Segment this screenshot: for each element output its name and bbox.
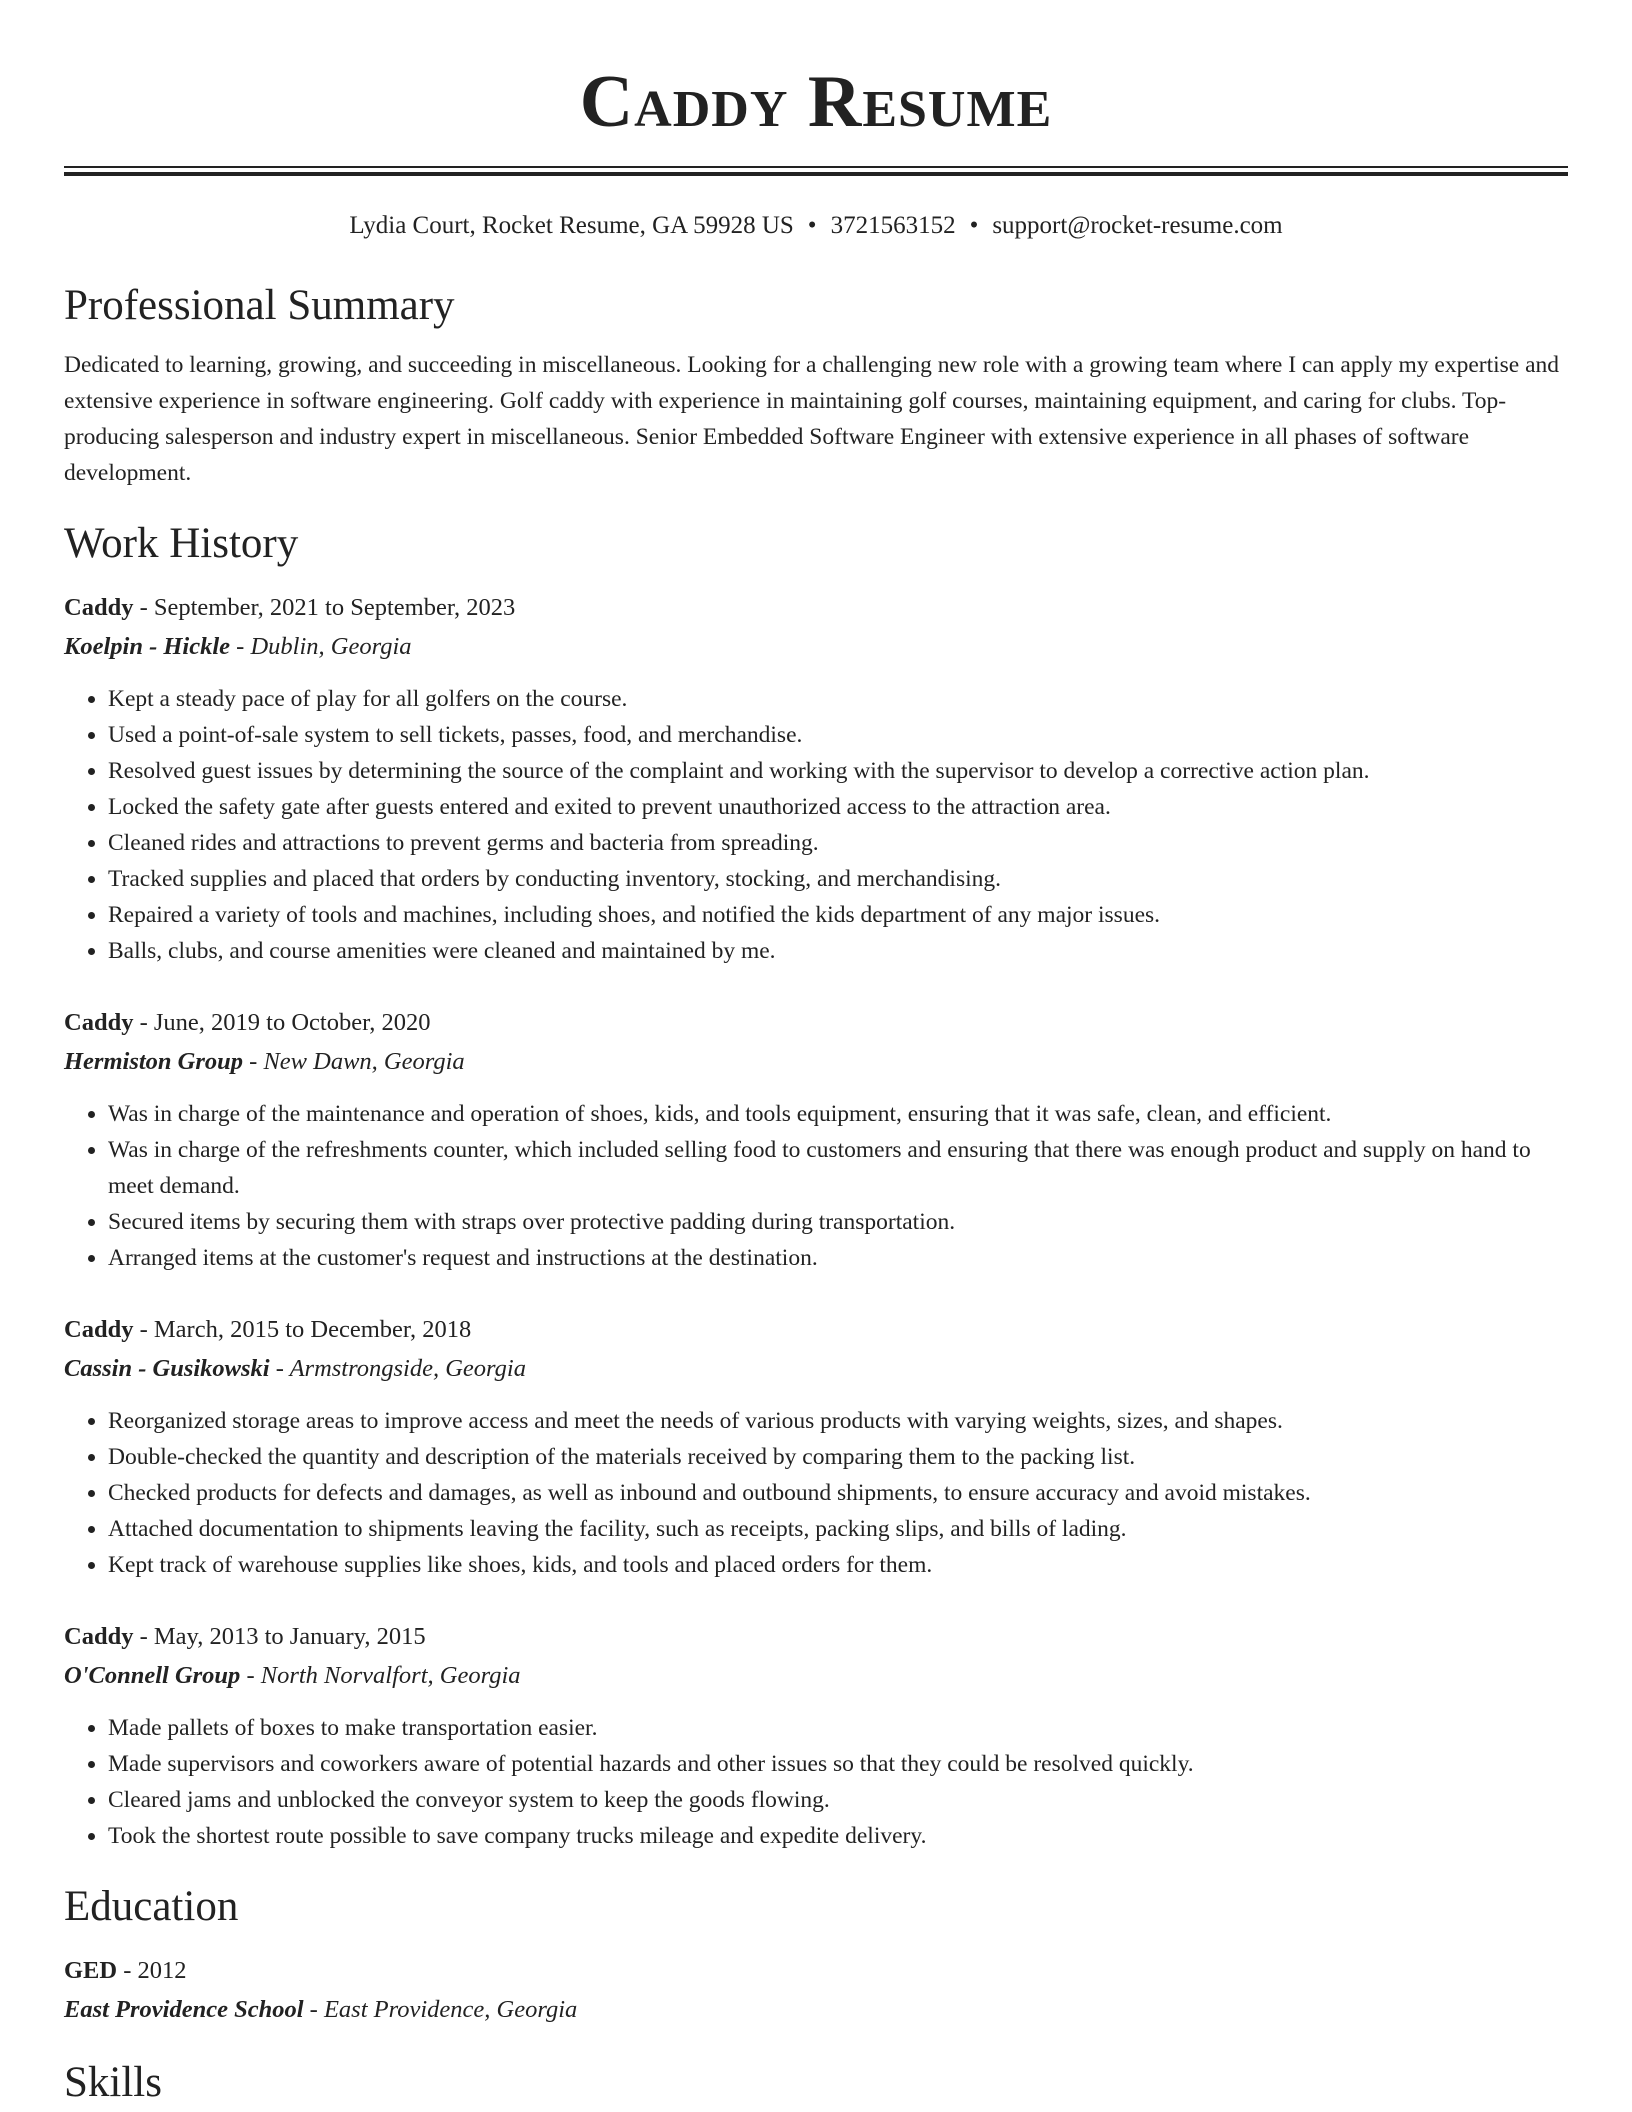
contact-email: support@rocket-resume.com [992,212,1283,239]
job-title: Caddy [64,1009,134,1036]
job-company-line: O'Connell Group - North Norvalfort, Georgia [64,1662,521,1689]
job-title: Caddy [64,1623,134,1650]
job-bullet: • Reorganized storage areas to improve access and meet the needs of various products with varying weights, sizes, and shapes. [108,1403,1568,1439]
title-double-rule [64,166,1568,176]
job-bullet: • Kept track of warehouse supplies like shoes, kids, and tools and placed orders for them. [108,1547,1568,1583]
work-history-list [64,588,1568,1854]
job-bullet: • Repaired a variety of tools and machines, including shoes, and notified the kids department of any major issues. [108,897,1568,933]
job-title-line: Caddy - June, 2019 to October, 2020 [64,1009,431,1036]
job-location: New Dawn, Georgia [263,1048,465,1075]
job-title: Caddy [64,594,134,621]
job-bullet: • Made pallets of boxes to make transportation easier. [108,1710,1568,1746]
education-school-line: East Providence School - East Providence, Georgia [64,1996,578,2023]
job-bullet: • Arranged items at the customer's request and instructions at the destination. [108,1240,1568,1276]
skills-heading: Skills [64,2059,162,2106]
contact-address: Lydia Court, Rocket Resume, GA 59928 US [349,212,794,239]
job-bullet: • Kept a steady pace of play for all golfers on the course. [108,681,1568,717]
education-degree: GED [64,1957,118,1984]
contact-line [64,210,1568,242]
job-bullet: • Double-checked the quantity and description of the materials received by comparing them to the packing list. [108,1439,1568,1475]
job-dates: September, 2021 to September, 2023 [153,594,516,621]
job-bullet: • Attached documentation to shipments leaving the facility, such as receipts, packing slips, and bills of lading. [108,1511,1568,1547]
job-entry [64,1003,1568,1276]
job-title-line: Caddy - May, 2013 to January, 2015 [64,1623,426,1650]
job-bullet: • Used a point-of-sale system to sell tickets, passes, food, and merchandise. [108,717,1568,753]
education-location: East Providence, Georgia [323,1996,578,2023]
job-title: Caddy [64,1316,134,1343]
contact-separator: • [807,212,817,239]
job-bullet-list [64,1403,1568,1583]
job-bullet: • Locked the safety gate after guests entered and exited to prevent unauthorized access to the attraction area. [108,789,1568,825]
job-dates: June, 2019 to October, 2020 [153,1009,431,1036]
job-bullet: • Was in charge of the maintenance and operation of shoes, kids, and tools equipment, ensuring that it was safe, clean, and efficient. [108,1096,1568,1132]
education-year: 2012 [137,1957,187,1984]
summary-text: Dedicated to learning, growing, and succeeding in miscellaneous. Looking for a challenging new role with a growing team where I can apply my expertise and extensive experience in software engineering. Golf caddy with experience in maintaining golf courses, maintaining equipment, and caring for clubs. Top-producing salesperson and industry expert in miscellaneous. Senior Embedded Software Engineer with extensive experience in all phases of software development. [64,352,1560,486]
job-company: Cassin - Gusikowski [64,1355,270,1382]
job-bullet: • Checked products for defects and damages, as well as inbound and outbound shipments, to ensure accuracy and avoid mistakes. [108,1475,1568,1511]
job-bullet: • Resolved guest issues by determining the source of the complaint and working with the supervisor to develop a corrective action plan. [108,753,1568,789]
job-bullet: • Tracked supplies and placed that orders by conducting inventory, stocking, and merchandising. [108,861,1568,897]
job-company-line: Hermiston Group - New Dawn, Georgia [64,1048,465,1075]
job-dates: March, 2015 to December, 2018 [153,1316,472,1343]
job-entry [64,1617,1568,1854]
job-bullet: • Cleaned rides and attractions to prevent germs and bacteria from spreading. [108,825,1568,861]
job-entry [64,588,1568,969]
job-bullet-list [64,1710,1568,1854]
job-company: O'Connell Group [64,1662,241,1689]
job-title-line: Caddy - March, 2015 to December, 2018 [64,1316,472,1343]
job-bullet: • Cleared jams and unblocked the conveyor system to keep the goods flowing. [108,1782,1568,1818]
education-school: East Providence School [64,1996,304,2023]
job-bullet-list [64,681,1568,969]
job-bullet: • Balls, clubs, and course amenities were cleaned and maintained by me. [108,933,1568,969]
job-entry [64,1310,1568,1583]
job-dates: May, 2013 to January, 2015 [153,1623,426,1650]
job-bullet: • Secured items by securing them with straps over protective padding during transportation. [108,1204,1568,1240]
job-company-line: Koelpin - Hickle - Dublin, Georgia [64,633,412,660]
contact-phone: 3721563152 [830,212,956,239]
resume-page [64,0,1568,2108]
job-location: Armstrongside, Georgia [289,1355,526,1382]
job-title-line: Caddy - September, 2021 to September, 2023 [64,594,516,621]
education-heading: Education [64,1883,239,1930]
summary-heading: Professional Summary [64,282,455,329]
job-company-line: Cassin - Gusikowski - Armstrongside, Georgia [64,1355,526,1382]
job-bullet-list [64,1096,1568,1276]
job-bullet: • Took the shortest route possible to save company trucks mileage and expedite delivery. [108,1818,1568,1854]
education-degree-line: GED - 2012 [64,1957,187,1984]
work-history-heading: Work History [64,520,299,567]
job-company: Hermiston Group [64,1048,244,1075]
job-company: Koelpin - Hickle [64,633,231,660]
job-bullet: • Made supervisors and coworkers aware of potential hazards and other issues so that they could be resolved quickly. [108,1746,1568,1782]
contact-separator: • [969,212,979,239]
job-location: Dublin, Georgia [250,633,412,660]
education-entry [64,1951,1568,2029]
resume-title: Caddy Resume [579,61,1053,143]
job-location: North Norvalfort, Georgia [260,1662,521,1689]
job-bullet: • Was in charge of the refreshments counter, which included selling food to customers and ensuring that there was enough product and supply on hand to meet demand. [108,1132,1568,1204]
